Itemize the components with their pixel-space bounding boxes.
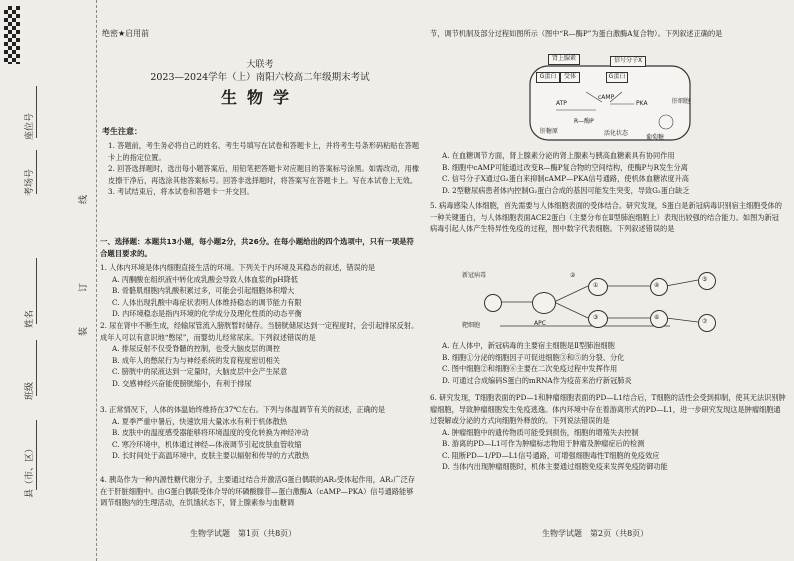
marker-3: ③: [593, 314, 599, 321]
pka-label: PKA: [636, 100, 648, 107]
option-d: D. 长时间处于高温环境中，皮肤主要以辐射和传导的方式散热: [112, 451, 309, 460]
camp-label: cAMP: [598, 94, 615, 101]
question-stem: 1. 人体内环境是体内细胞直接生活的环境。下列关于内环境及其稳态的叙述，错误的是: [100, 263, 376, 272]
fill-line: [36, 340, 37, 396]
active-state-label: 活化状态: [604, 130, 629, 137]
fill-line: [36, 258, 37, 324]
notice-item: 3. 考试结束后，将本试卷和答题卡一并交回。: [108, 187, 254, 196]
binding-label-seat: 座位号: [25, 112, 35, 140]
apc-cell: [532, 292, 556, 314]
option-d: D. 2型糖尿病患者体内控制G₂蛋白合成的基因可能发生突变，导致G₂蛋白缺乏: [442, 185, 690, 195]
fill-line: [36, 420, 37, 490]
question-stem: 5. 病毒感染人体细胞，首先需要与人体细胞表面的受体结合。研究发现，S蛋白是新冠病毒识别宿主细胞受体的一种关键蛋白，与人体细胞表面ACE2蛋白（主要分布在Ⅱ型肺泡细胞上）表现出较强的结合能力。如图为新冠病毒引起人体产生特异性免疫的过程，图中数字代表细胞。下列叙述错误的是: [430, 201, 782, 233]
cut-mark-bind: 装: [79, 326, 89, 336]
question-2: [100, 320, 420, 389]
fill-line: [36, 150, 37, 194]
hepatocyte-label: 肝细胞: [672, 98, 691, 105]
notice-title: 考生注意：: [102, 127, 142, 136]
glucose-label: 葡萄糖: [646, 134, 665, 141]
cut-mark-order: 订: [79, 282, 89, 292]
apc-label: APC: [534, 320, 546, 327]
option-b: B. 细胞中cAMP可能通过改变R—酶P复合物的空间结构，使酶P与R发生分离: [442, 162, 688, 172]
option-c: C. 图中细胞②和细胞⑥主要在二次免疫过程中发挥作用: [442, 364, 618, 373]
option-a: A. 在血糖调节方面，肾上腺素分泌的肾上腺素与胰高血糖素具有协同作用: [442, 151, 675, 160]
notice-item: 2. 回答选择题时，选出每小题答案后，用铅笔把答题卡对应题目的答案标号涂黑。如需改动，用橡皮擦干净后，再选涂其他答案标号。回答非选择题时，将答案写在答题卡上。写在本试卷上无效。: [108, 164, 420, 185]
marker-4: ④: [654, 282, 660, 289]
option-a: A. 夏季严重中暑后，快速饮用大量冰水有利于机体散热: [112, 416, 288, 426]
glycogen-label: 肝糖原: [540, 128, 559, 135]
option-a: A. 在人体中，新冠病毒的主要宿主细胞是Ⅱ型肺泡细胞: [442, 341, 615, 350]
option-c: C. 寒冷环境中，机体通过神经—体液调节引起皮肤血管收缩: [112, 439, 302, 449]
virus-cell: [484, 294, 502, 312]
immune-diagram: [462, 266, 730, 334]
option-d: D. 内环境稳态是指内环境的化学成分及理化性质的动态平衡: [112, 309, 302, 318]
secret-mark: 绝密★启用前: [102, 29, 150, 38]
right-column: [430, 0, 786, 561]
option-b: B. 成年人的憋尿行为与神经系统的发育程度密切相关: [112, 355, 280, 365]
question-5-options: [430, 340, 786, 386]
option-b: B. 游离的PD—L1可作为肿瘤标志物用于肿瘤及肿瘤症后的检测: [442, 439, 645, 448]
question-stem: 3. 正常情况下，人体的体温始终维持在37℃左右。下列与体温调节有关的叙述，正确的是: [100, 405, 386, 414]
page-footer-right: 生物学试题 第2页（共8页）: [542, 529, 649, 538]
question-stem: 节，调节机制及部分过程如图所示（图中“R—酶P”为蛋白激酶A复合物）。下列叙述正确的是: [430, 29, 723, 38]
binding-strip: [0, 0, 97, 561]
g2-protein-box: G蛋白: [606, 72, 628, 83]
option-c: C. 膀胱中的尿液达到一定量时，大脑皮层中会产生尿意: [112, 367, 288, 376]
question-4-continued: [430, 28, 786, 40]
r-enzyme-label: R—酶P: [574, 118, 594, 125]
question-4-options: [430, 150, 786, 196]
atp-label: ATP: [556, 100, 567, 107]
binding-label-room: 考场号: [25, 168, 35, 196]
question-stem: 6. 研究发现，T细胞表面的PD—1和肿瘤细胞表面的PD—L1结合后，T细胞的活性会受到抑制，使其无法识别肿瘤细胞，导致肿瘤细胞发生免疫逃逸。体内环境中存在着游离形式的PD—L1，进一步研究发现这是肿瘤细胞通过裂解或分泌的方式向细胞外释放的。下列说法错误的是: [430, 393, 786, 425]
option-d: D. 可通过合成编码S蛋白的mRNA作为疫苗来治疗新冠肺炎: [442, 375, 632, 385]
option-b: B. 细胞①分泌的细胞因子可促进细胞③和⑤的分裂、分化: [442, 352, 625, 362]
marker-7: ⑦: [702, 318, 708, 325]
option-b: B. 皮肤中的温度感受器能够将环境温度的变化转换为神经冲动: [112, 428, 309, 437]
adrenaline-box: 肾上腺素: [548, 54, 580, 65]
question-stem: 2. 尿在肾中不断生成，经输尿管流入膀胱暂时储存。当膀胱储尿达到一定程度时，会引起排尿反射。成年人可以有意识地“憋尿”，而婴幼儿经常尿床。下列叙述错误的是: [100, 321, 419, 342]
marker-2: ②: [570, 272, 576, 279]
binding-label-county: 县（市、区）: [25, 443, 35, 498]
question-3: [100, 404, 420, 462]
left-column: [100, 0, 420, 561]
binding-label-class: 班级: [25, 381, 35, 400]
fill-line: [36, 86, 37, 138]
notice-item: 1. 答题前，考生务必将自己的姓名、考生号填写在试卷和答题卡上，并将考生号条形码粘贴在答题卡上的指定位置。: [108, 141, 420, 162]
checker-mark: [4, 6, 20, 64]
binding-label-name: 姓名: [25, 309, 35, 328]
option-c: C. 信号分子X通过G₂蛋白来抑制cAMP—PKA信号通路，使机体血糖浓度升高: [442, 174, 689, 183]
marker-1: ①: [593, 282, 599, 289]
g-protein-box: G蛋白: [536, 72, 560, 83]
target-cell-label: 靶细胞: [462, 322, 481, 329]
option-d: D. 交感神经兴奋能使膀胱缩小，有利于排尿: [112, 378, 252, 388]
virus-label: 新冠病毒: [462, 272, 487, 279]
exam-title: 2023—2024学年（上）南阳六校高二年级期末考试: [150, 72, 370, 83]
signaling-diagram: [526, 52, 696, 144]
option-b: B. 骨骼肌细胞内乳酸积累过多，可能会引起细胞体积增大: [112, 286, 295, 295]
subject-title: 生物学: [220, 88, 299, 107]
marker-5: ⑤: [702, 276, 708, 283]
option-d: D. 当体内出现肿瘤细胞时，机体主要通过细胞免疫来发挥免疫防御功能: [442, 462, 668, 471]
exam-org: 大联考: [246, 60, 274, 70]
option-c: C. 人体出现乳酸中毒症状表明人体维持稳态的调节能力有限: [112, 297, 302, 307]
option-a: A. 排尿反射不仅受脊髓的控制，也受大脑皮层的调控: [112, 344, 280, 353]
option-c: C. 阻断PD—1/PD—L1信号通路，可增强细胞毒性T细胞的免疫效应: [442, 450, 660, 460]
question-stem: 4. 胰岛作为一种内源性糖代谢分子，主要通过结合并激活G蛋白偶联的AR₂受体起作用，AR₂广泛存在于肝脏细胞中。由G蛋白偶联受体介导的环磷酸腺苷—蛋白激酶A（cAMP—PKA）信号通路能够调节细胞内的生理活动，在饥饿状态下，肾上腺素参与血糖调: [100, 475, 415, 507]
section-heading: 一、选择题：本题共13小题，每小题2分，共26分。在每小题给出的四个选项中，只有一项是符合题目要求的。: [100, 237, 414, 258]
notice-list: [108, 140, 420, 198]
question-1: [100, 262, 420, 320]
page-footer-left: 生物学试题 第1页（共8页）: [190, 529, 297, 538]
signal-x-box: 信号分子X: [610, 56, 646, 67]
question-4-start: [100, 474, 420, 509]
question-6: [430, 392, 786, 473]
option-a: A. 丙酮酸在组织液中转化成乳酸会导致人体血浆的pH降低: [112, 274, 298, 284]
receptor-box: 受体: [560, 72, 580, 83]
question-5: [430, 200, 786, 235]
option-a: A. 肿瘤细胞中的遗传物质可能受到损伤，细胞的增殖失去控制: [442, 427, 639, 437]
cut-mark-line: 线: [79, 194, 89, 204]
marker-6: ⑥: [654, 314, 660, 321]
